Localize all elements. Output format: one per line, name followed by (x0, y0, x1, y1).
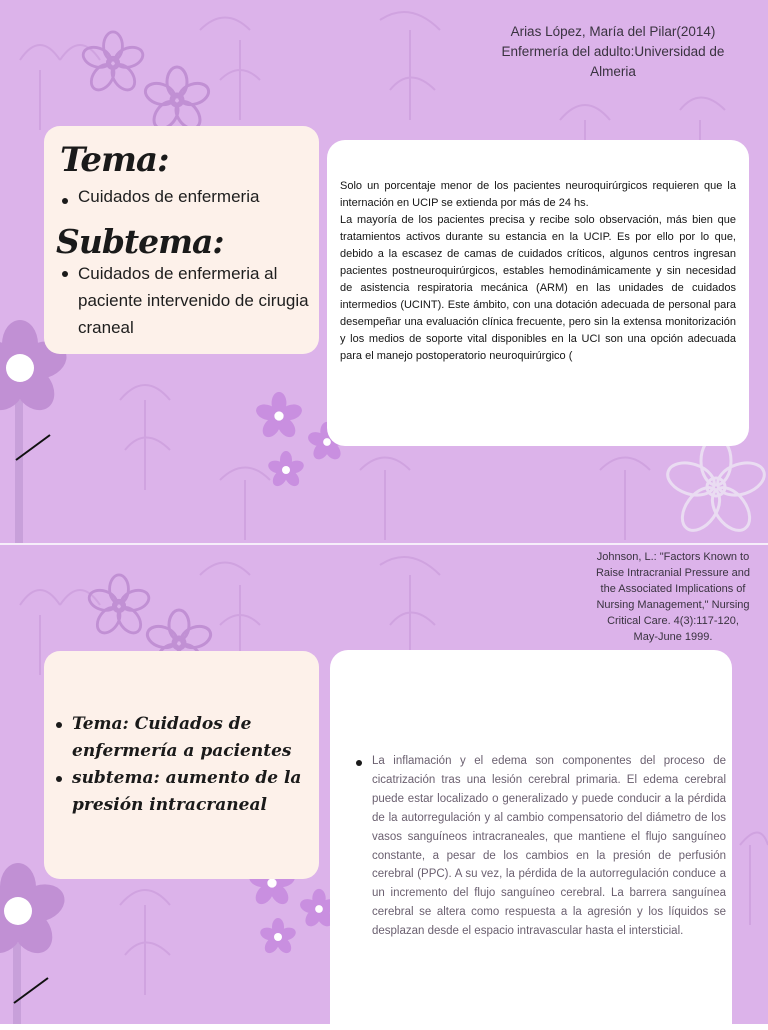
flower-icon (266, 450, 306, 490)
flower-icon (0, 863, 78, 1024)
citation-line: May-June 1999. (633, 631, 713, 643)
citation-1 (478, 22, 748, 82)
paragraph: Solo un porcentaje menor de los pacientes neuroquirúrgicos requieren que la internación en UCIP se extienda por más de 24 hs. (340, 180, 736, 209)
citation-line: Johnson, L.: "Factors Known to (596, 551, 750, 563)
citation-line: Raise Intracranial Pressure and (595, 567, 751, 579)
tema-heading: Tema: (60, 140, 169, 180)
flower-icon (664, 432, 768, 542)
list-item: La inflamación y el edema son componentes del proceso de cicatrización tras una lesión cerebral primaria. El edema cerebral puede estar localizado o generalizado y puede conducir a la pérdida de la autorregulación y al cambio compensatorio del diámetro de los vasos sanguíneos intracraneales, que mantiene el flujo sanguíneo constante, a pesar de los cambios en la presión de perfusión cerebral (PPC). A su vez, la pérdida de la autorregulación conduce a un incremento del flujo sanguíneo cerebral. La barrera sanguínea cerebral se altera como respuesta a la agresión y los líquidos se desplazan desde el espacio intravascular hasta el intersticial. (352, 752, 726, 941)
subtema-list (58, 260, 313, 341)
topic-card-2 (44, 651, 319, 879)
citation-2 (583, 549, 763, 645)
subtema-heading: Subtema: (56, 222, 224, 261)
citation-line: Nursing Management," Nursing (596, 599, 750, 611)
list-item: Cuidados de enfermeria (58, 187, 313, 207)
content-card-1 (327, 140, 749, 446)
flower-icon (258, 917, 298, 957)
flower-icon (86, 571, 152, 641)
list-item: subtema: aumento de la presión intracraneal (52, 765, 316, 819)
citation-line: Almeria (590, 64, 636, 79)
citation-line: Enfermería del adulto:Universidad de (501, 44, 725, 59)
body-text (340, 178, 736, 365)
topic-list (52, 711, 316, 819)
citation-line: the Associated Implications of (600, 583, 746, 595)
list-item: Cuidados de enfermeria al paciente intervenido de cirugia craneal (58, 260, 313, 341)
list-item: Tema: Cuidados de enfermería a pacientes (52, 711, 316, 765)
topic-card-1 (44, 126, 319, 354)
paragraph: La mayoría de los pacientes precisa y recibe solo observación, más bien que tratamientos activos durante su estancia en la UCIP. Es por ello por lo que, debido a la escasez de camas de cuidados críticos, algunos centros ingresan pacientes postneuroquirúrgicos, estables hemodinámicamente y sin necesidad de asistencia respiratoria mecánica (ARM) en las unidades de cuidados intermedios (UCINT). Este ámbito, con una dotación adecuada de personal para desempeñar una evaluación clínica frecuente, pero sin la extensa monitorización y los medios de soporte vital disponibles en la UCI son una opción adecuada para el manejo postoperatorio neuroquirúrgico ( (340, 214, 736, 362)
citation-line: Arias López, María del Pilar(2014) (510, 24, 716, 39)
flower-icon (80, 28, 146, 98)
tema-list (58, 187, 313, 207)
body-text (352, 752, 726, 941)
citation-line: Critical Care. 4(3):117-120, (607, 615, 739, 627)
flower-icon (250, 390, 308, 442)
content-card-2 (330, 650, 732, 1030)
